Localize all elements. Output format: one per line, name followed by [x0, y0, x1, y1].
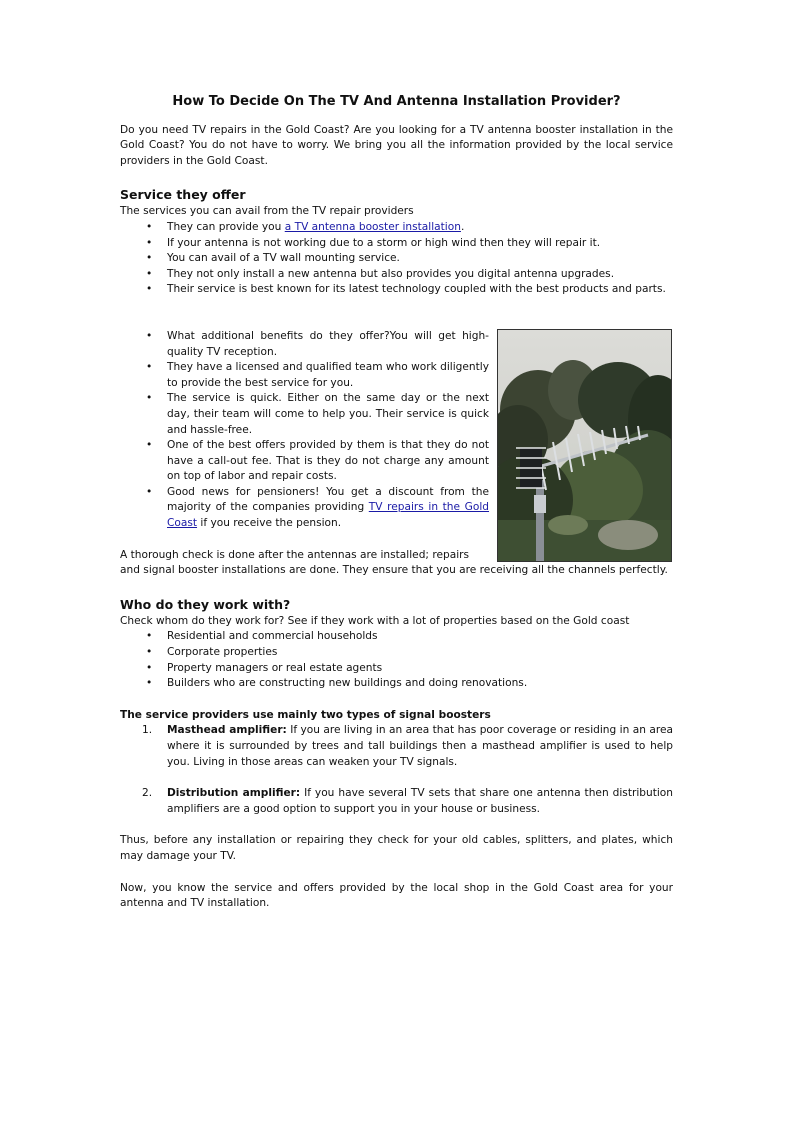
list-item: [120, 220, 673, 236]
work-list: [120, 629, 673, 691]
services-list: [120, 220, 673, 298]
list-item: • You can avail of a TV wall mounting service.: [120, 251, 673, 267]
closing-paragraph-2: Now, you know the service and offers provided by the local shop in the Gold Coast area for your antenna and TV installation.: [120, 881, 673, 910]
list-item: • Builders who are constructing new buildings and doing renovations.: [120, 676, 673, 692]
intro-paragraph: Do you need TV repairs in the Gold Coast? Are you looking for a TV antenna booster installation in the Gold Coast? You do not have to worry. We bring you all the information provided by the local service providers in the Gold Coast.: [120, 123, 673, 167]
term-label: Masthead amplifier:: [167, 724, 287, 737]
tv-antenna-photo-icon: [498, 330, 671, 561]
list-item: [120, 786, 673, 817]
list-item: • The service is quick. Either on the same day or the next day, their team will come to help you. Their service is quick and hassle-free.: [120, 391, 489, 438]
list-item-text: If you are living in an area that has poor coverage or residing in an area where it is surrounded by trees and tall buildings then a masthead amplifier is used to help you. Living in those areas can weaken your TV signals.: [167, 724, 673, 768]
document-page: [120, 94, 673, 912]
antenna-booster-link[interactable]: a TV antenna booster installation: [284, 220, 461, 233]
tv-repairs-link[interactable]: TV repairs in the Gold Coast: [167, 501, 490, 530]
list-item: • One of the best offers provided by them is that they do not have a call-out fee. That is they do not charge any amount on top of labor and repair costs.: [120, 438, 489, 485]
list-item-text: They can provide you: [167, 220, 285, 233]
boosters-list: [120, 723, 673, 817]
list-item: • They not only install a new antenna but also provides you digital antenna upgrades.: [120, 267, 673, 283]
services-lead: The services you can avail from the TV repair providers: [120, 205, 414, 218]
benefits-section: [120, 329, 673, 579]
list-number: 2.: [142, 787, 153, 800]
page-title: How To Decide On The TV And Antenna Installation Provider?: [172, 94, 621, 109]
check-paragraph-rest: and signal booster installations are done. They ensure that you are receiving all the channels perfectly.: [120, 564, 668, 577]
list-item: • What additional benefits do they offer?You will get high-quality TV reception.: [120, 329, 489, 360]
list-item-text: If you have several TV sets that share one antenna then distribution amplifiers are a good option to support you in your house or business.: [167, 787, 674, 815]
list-item: • Corporate properties: [120, 645, 673, 661]
list-item-text: if you receive the pension.: [197, 517, 342, 530]
benefits-list: [120, 329, 489, 532]
work-lead: Check whom do they work for? See if they work with a lot of properties based on the Gold coast: [120, 614, 630, 627]
term-label: Distribution amplifier:: [167, 787, 301, 800]
list-spacer: [120, 770, 673, 786]
list-item: • They have a licensed and qualified team who work diligently to provide the best service for you.: [120, 360, 489, 391]
check-paragraph-line: A thorough check is done after the antennas are installed; repairs: [120, 548, 470, 561]
list-item: • If your antenna is not working due to a storm or high wind then they will repair it.: [120, 236, 673, 252]
list-item: • Residential and commercial households: [120, 629, 673, 645]
boosters-heading: The service providers use mainly two types of signal boosters: [120, 708, 491, 721]
list-item: [120, 485, 489, 532]
work-heading: Who do they work with?: [120, 596, 291, 612]
list-item: • Property managers or real estate agents: [120, 661, 673, 677]
list-item-text: .: [460, 220, 465, 233]
list-item-text: Good news for pensioners! You get a discount from the majority of the companies providing: [167, 485, 489, 514]
antenna-photo: [497, 329, 672, 562]
list-item: • Their service is best known for its latest technology coupled with the best products and parts.: [120, 282, 673, 298]
list-number: 1.: [142, 724, 153, 737]
closing-paragraph-1: Thus, before any installation or repairing they check for your old cables, splitters, and plates, which may damage your TV.: [120, 834, 673, 862]
list-item: [120, 723, 673, 770]
services-heading: Service they offer: [120, 187, 246, 203]
